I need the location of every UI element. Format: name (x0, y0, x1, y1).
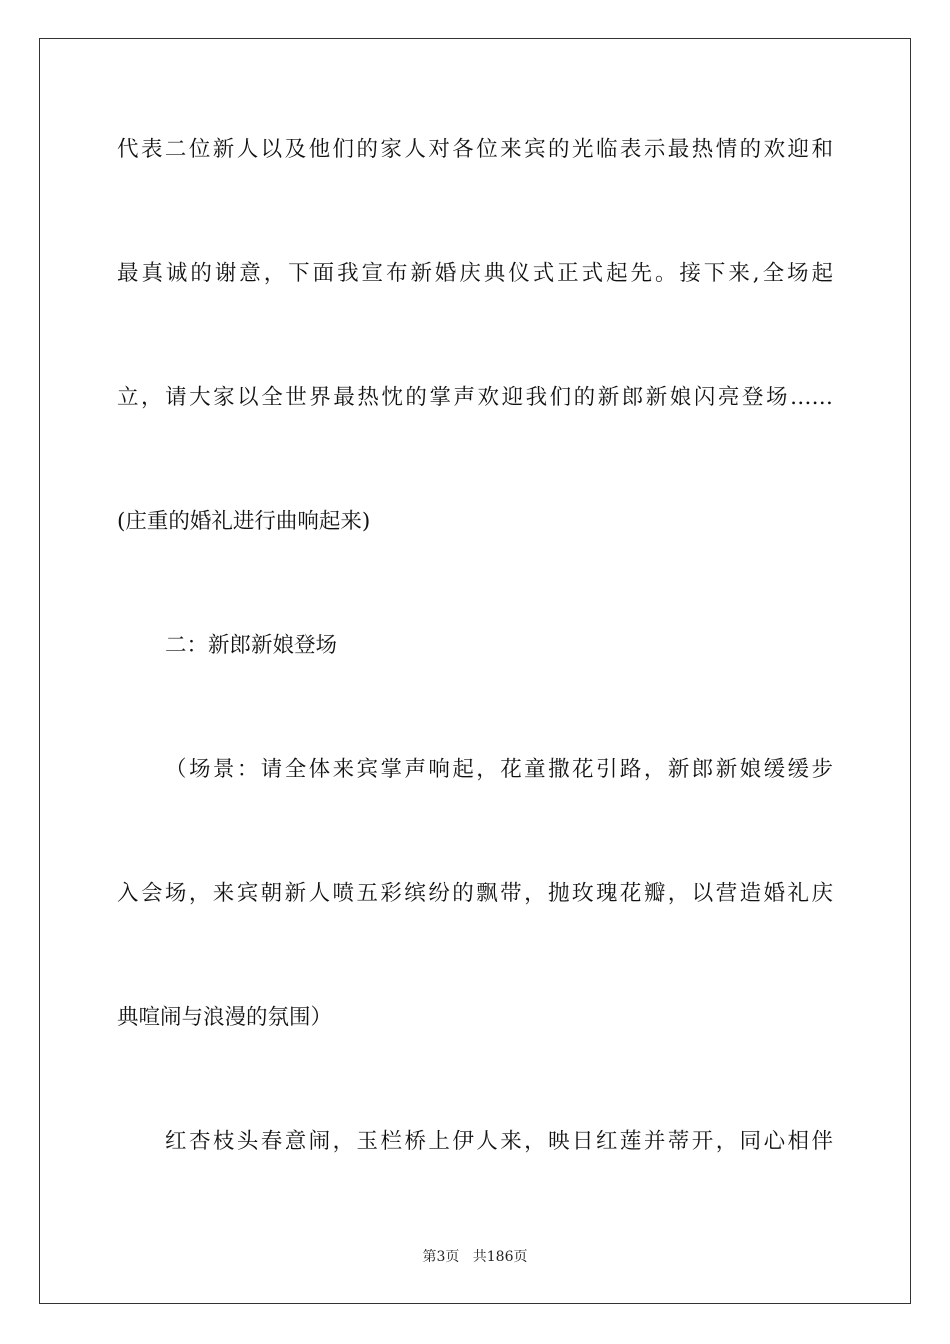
body-line-4: (庄重的婚礼进行曲响起来) (117, 509, 371, 534)
page-total: 共186页 (472, 1249, 528, 1265)
page-frame (39, 38, 911, 1304)
body-line-7: 入会场，来宾朝新人喷五彩缤纷的飘带，抛玫瑰花瓣，以营造婚礼庆 (117, 881, 833, 906)
section-heading: 二：新郎新娘登场 (165, 633, 338, 658)
page-number: 第3页 (422, 1249, 460, 1265)
body-line-3: 立，请大家以全世界最热忱的掌声欢迎我们的新郎新娘闪亮登场…… (117, 385, 833, 410)
body-line-9: 红杏枝头春意闹，玉栏桥上伊人来，映日红莲并蒂开，同心相伴 (165, 1129, 833, 1154)
body-line-8: 典喧闹与浪漫的氛围） (117, 1005, 333, 1030)
body-line-6: （场景：请全体来宾掌声响起，花童撒花引路，新郎新娘缓缓步 (165, 757, 833, 782)
body-line-2: 最真诚的谢意，下面我宣布新婚庆典仪式正式起先。接下来,全场起 (117, 261, 833, 286)
page-footer (0, 1248, 950, 1266)
body-line-1: 代表二位新人以及他们的家人对各位来宾的光临表示最热情的欢迎和 (117, 137, 833, 162)
